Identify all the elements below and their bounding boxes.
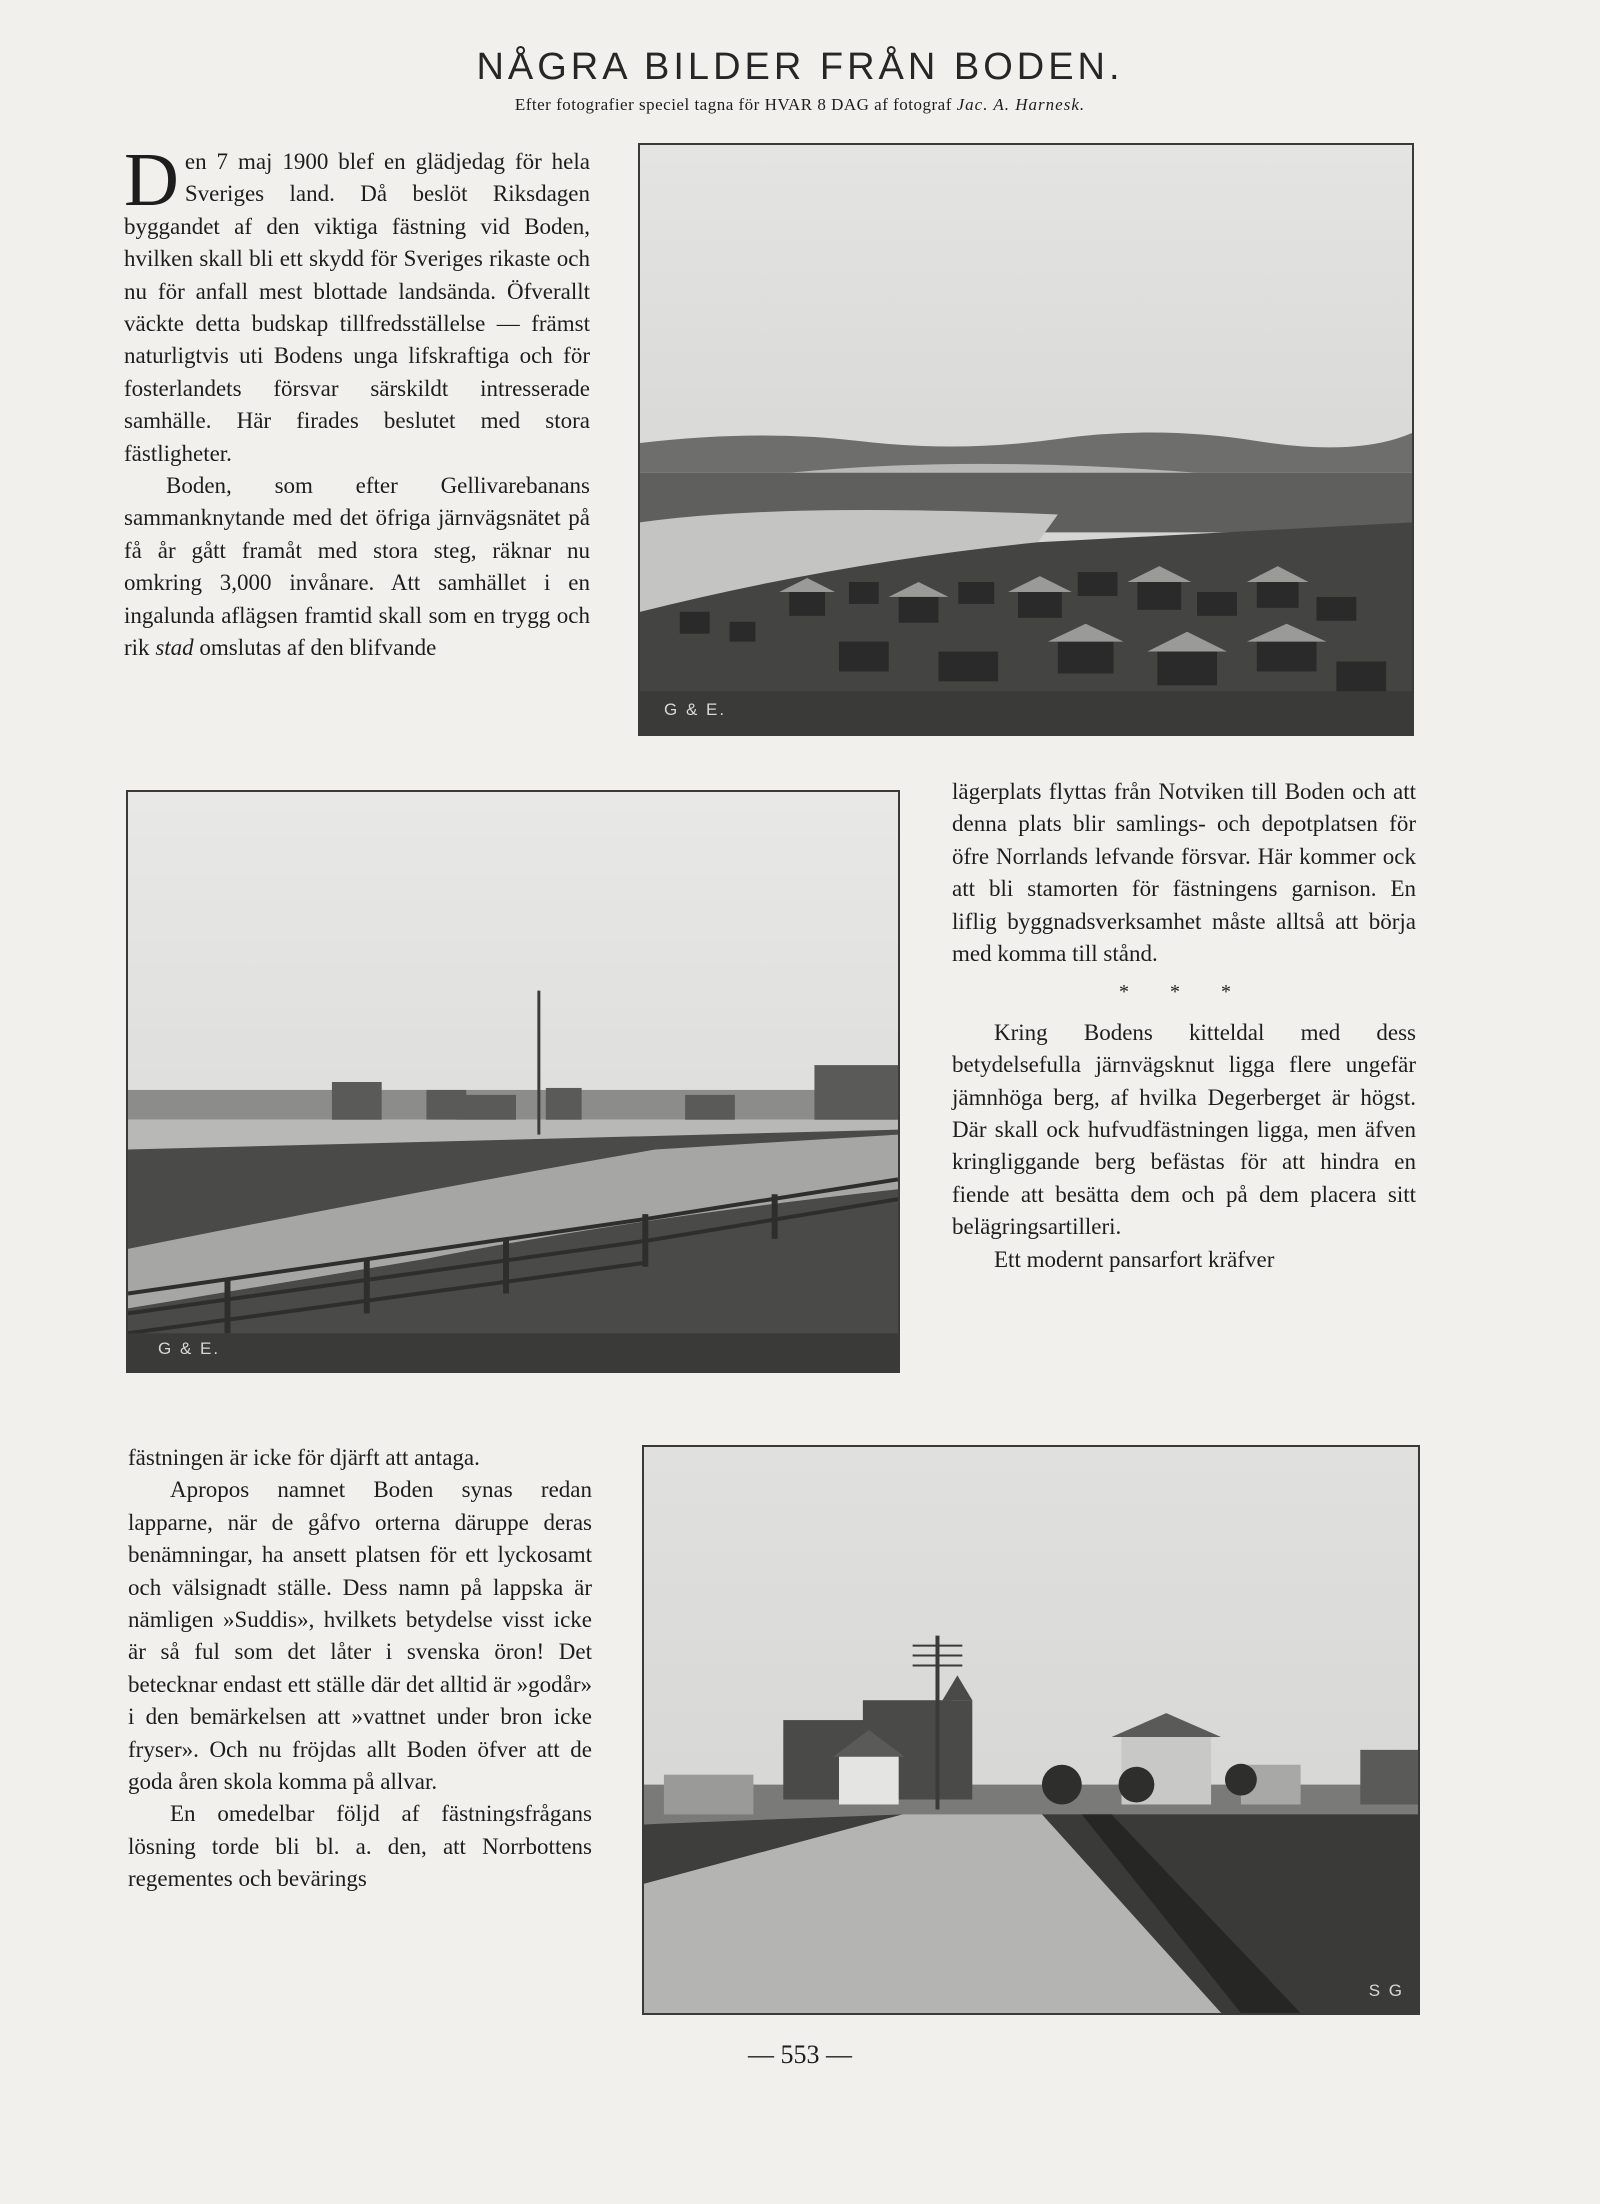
article-title: NÅGRA BILDER FRÅN BODEN.	[476, 46, 1124, 88]
paragraph-text: Boden, som efter Gellivarebanans sammanknytande med det öfriga järnvägsnätet på få år gått framåt med stora steg, räknar nu omkring 3,000 invånare. Att samhället i en ingalunda aflägsen framtid skall som en trygg och rik	[124, 473, 590, 661]
photo-credit: G & E.	[158, 1339, 221, 1358]
paragraph: En omedelbar följd af fästningsfrågans lösning torde bli bl. a. den, att Norrbottens regementes och bevärings	[128, 1801, 592, 1892]
column-2-text	[952, 776, 1416, 1276]
article-subtitle	[0, 95, 1600, 115]
subtitle-text: Efter fotografier speciel tagna för HVAR 8 DAG af fotograf	[514, 95, 952, 114]
paragraph-text: omslutas af den blifvande	[193, 635, 437, 661]
photo-boden-panorama	[638, 143, 1414, 736]
street-illustration	[644, 1447, 1418, 2013]
paragraph	[124, 138, 590, 470]
paragraph: fästningen är icke för djärft att antaga.	[128, 1445, 480, 1470]
photo-credit: S G	[1368, 1981, 1404, 2000]
emphasis-word: stad	[155, 635, 194, 661]
paragraph: Ett modernt pansarfort kräfver	[994, 1246, 1275, 1272]
drop-cap: D	[124, 138, 179, 222]
photo-boden-street	[642, 1445, 1420, 2015]
page-number: — 553 —	[748, 2040, 852, 2069]
photo-credit: G & E.	[664, 700, 727, 719]
paragraph	[124, 470, 590, 664]
section-break-stars: * * *	[1119, 981, 1249, 1004]
column-3-text	[128, 1442, 592, 1896]
road-fence-illustration	[128, 792, 898, 1371]
paragraph-text: en 7 maj 1900 blef en glädjedag för hela Sveriges land. Då beslöt Riksdagen byggandet af den viktiga fästning vid Boden, hvilken skall bli ett skydd för Sveriges rikaste och nu för anfall mest blottade landsända. Öfverallt väckte detta budskap tillfredsställelse — främst naturligtvis uti Bodens unga lifskraftiga och för fosterlandets försvar särskildt intresserade samhälle. Här firades beslutet med stora fästligheter.	[124, 149, 590, 466]
photographer-name: Jac. A. Harnesk.	[956, 95, 1086, 114]
column-1-text	[124, 138, 590, 665]
paragraph: lägerplats flyttas från Notviken till Boden och att denna plats blir samlings- och depotplatsen för öfre Norrlands lefvande försvar. Här kommer ock att bli stamorten för fästningens garnison. En liflig byggnadsverksamhet måste alltså att börja med komma till stånd.	[952, 779, 1416, 967]
photo-boden-road-fence	[126, 790, 900, 1373]
paragraph: Kring Bodens kitteldal med dess betydelsefulla järnvägsknut ligga flere ungefär jämnhöga berg, af hvilka Degerberget är högst. Där skall ock hufvudfästningen ligga, men äfven kringliggande berg befästas för att hindra en fiende att besätta dem och på dem placera sitt belägringsartilleri.	[952, 1019, 1416, 1240]
panorama-illustration	[640, 145, 1412, 734]
paragraph: Apropos namnet Boden synas redan lapparne, när de gåfvo orterna däruppe deras benämningar, ha ansett platsen för ett lyckosamt och välsignadt ställe. Dess namn på lappska är nämligen »Suddis», hvilkets betydelse visst icke är så ful som det låter i svenska öron! Det betecknar endast ett ställe där det alltid är »godår» i den bemärkelsen att »vattnet under bron icke fryser». Och nu fröjdas allt Boden öfver att de goda åren skola komma på allvar.	[128, 1477, 592, 1795]
